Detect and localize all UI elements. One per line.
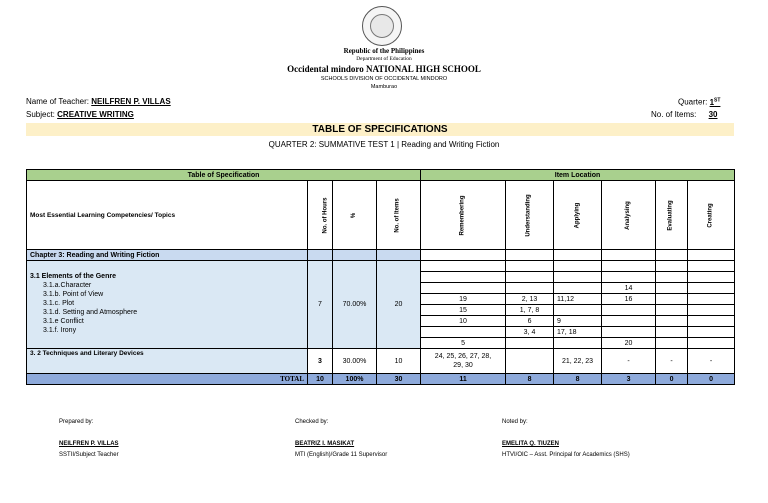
table-row: 19 2, 13 11,12 16 [27,294,735,305]
quarter-label: Quarter: [678,97,708,107]
noted-name: EMELITA Q. TIUZEN [502,441,559,447]
location-line: Mamburao [370,84,398,90]
group-location: Item Location [421,170,735,181]
total-analysing: 3 [602,374,656,385]
items-value: 30 [708,110,718,119]
chapter-title: Chapter 3: Reading and Writing Fiction [27,250,308,261]
section1-items: 20 [377,261,421,349]
teacher-label: Name of Teacher: [26,97,89,106]
col-analysing: Analysing [602,181,656,250]
total-evaluating: 0 [656,374,688,385]
total-understanding: 8 [506,374,554,385]
section2-pct: 30.00% [333,349,377,374]
section2-applying: 21, 22, 23 [554,349,602,374]
col-understanding: Understanding [506,181,554,250]
school-name: Occidental mindoro NATIONAL HIGH SCHOOL [287,64,481,74]
section1-pct: 70.00% [333,261,377,349]
division-line: SCHOOLS DIVISION OF OCCIDENTAL MINDORO [320,76,448,82]
teacher-value: NEILFREN P. VILLAS [91,97,171,106]
table-row: 3, 4 17, 18 [27,327,735,338]
section2-remembering: 24, 25, 26, 27, 28, 29, 30 [421,349,506,374]
col-topics: Most Essential Learning Competencies/ Topics [27,181,308,250]
total-items: 30 [377,374,421,385]
checked-title: MTI (English)/Grade 11 Supervisor [295,452,388,458]
col-pct: % [333,181,377,250]
items-label: No. of Items: [651,110,697,119]
table-row: 14 [27,283,735,294]
table-row: 15 1, 7, 8 [27,305,735,316]
table-row: 10 6 9 [27,316,735,327]
quarter-value: 1ST [709,97,721,107]
total-remembering: 11 [421,374,506,385]
section2-hours: 3 [308,349,333,374]
total-applying: 8 [554,374,602,385]
col-remembering: Remembering [421,181,506,250]
section1-sub: 3.1.d. Setting and Atmosphere [43,309,138,316]
chapter-row [27,250,735,261]
teacher-info [26,97,171,106]
section1-sub: 3.1.c. Plot [43,300,75,307]
section2-title: 3. 2 Techniques and Literary Devices [27,349,308,374]
section1-sub: 3.1.f. Irony [43,327,77,334]
section1-sub: 3.1.b. Point of View [43,291,104,298]
total-row [27,374,735,385]
prepared-label: Prepared by: [59,419,94,425]
section2-items: 10 [377,349,421,374]
checked-label: Checked by: [295,419,329,425]
deped-seal-logo [362,6,402,46]
total-hours: 10 [308,374,333,385]
page-title: TABLE OF SPECIFICATIONS [26,123,734,136]
col-items: No. of Items [377,181,421,250]
group-spec: Table of Specification [27,170,421,181]
total-pct: 100% [333,374,377,385]
section1-title: 3.1 Elements of the Genre [30,273,116,280]
prepared-title: SSTII/Subject Teacher [59,452,119,458]
section1-sub: 3.1.a.Character [43,282,92,289]
noted-label: Noted by: [502,419,528,425]
section2-row [27,349,735,374]
page-subtitle: QUARTER 2: SUMMATIVE TEST 1 | Reading and Writing Fiction [268,140,500,149]
group-header-row [27,170,735,181]
subject-label: Subject: [26,110,55,119]
table-row [27,261,735,272]
noted-title: HTVI/OIC – Asst. Principal for Academics (SHS) [502,452,630,458]
prepared-name: NEILFREN P. VILLAS [59,441,119,447]
section2-evaluating: - [656,349,688,374]
specification-table [26,169,735,385]
section1-topics [27,261,308,349]
section2-creating: - [688,349,735,374]
section1-hours: 7 [308,261,333,349]
section2-analysing: - [602,349,656,374]
quarter-info [678,97,720,107]
total-creating: 0 [688,374,735,385]
col-hours: No. of Hours [308,181,333,250]
col-creating: Creating [688,181,735,250]
department-line: Department of Education [356,56,412,62]
column-header-row [27,181,735,250]
section1-sub: 3.1.e Conflict [43,318,84,325]
subject-value: CREATIVE WRITING [57,110,134,119]
checked-name: BEATRIZ I. MASIKAT [295,441,355,447]
republic-line: Republic of the Philippines [343,47,425,55]
col-evaluating: Evaluating [656,181,688,250]
col-applying: Applying [554,181,602,250]
total-label: TOTAL [27,374,308,385]
table-row: 5 20 [27,338,735,349]
items-info [651,110,718,119]
subject-info [26,110,134,119]
